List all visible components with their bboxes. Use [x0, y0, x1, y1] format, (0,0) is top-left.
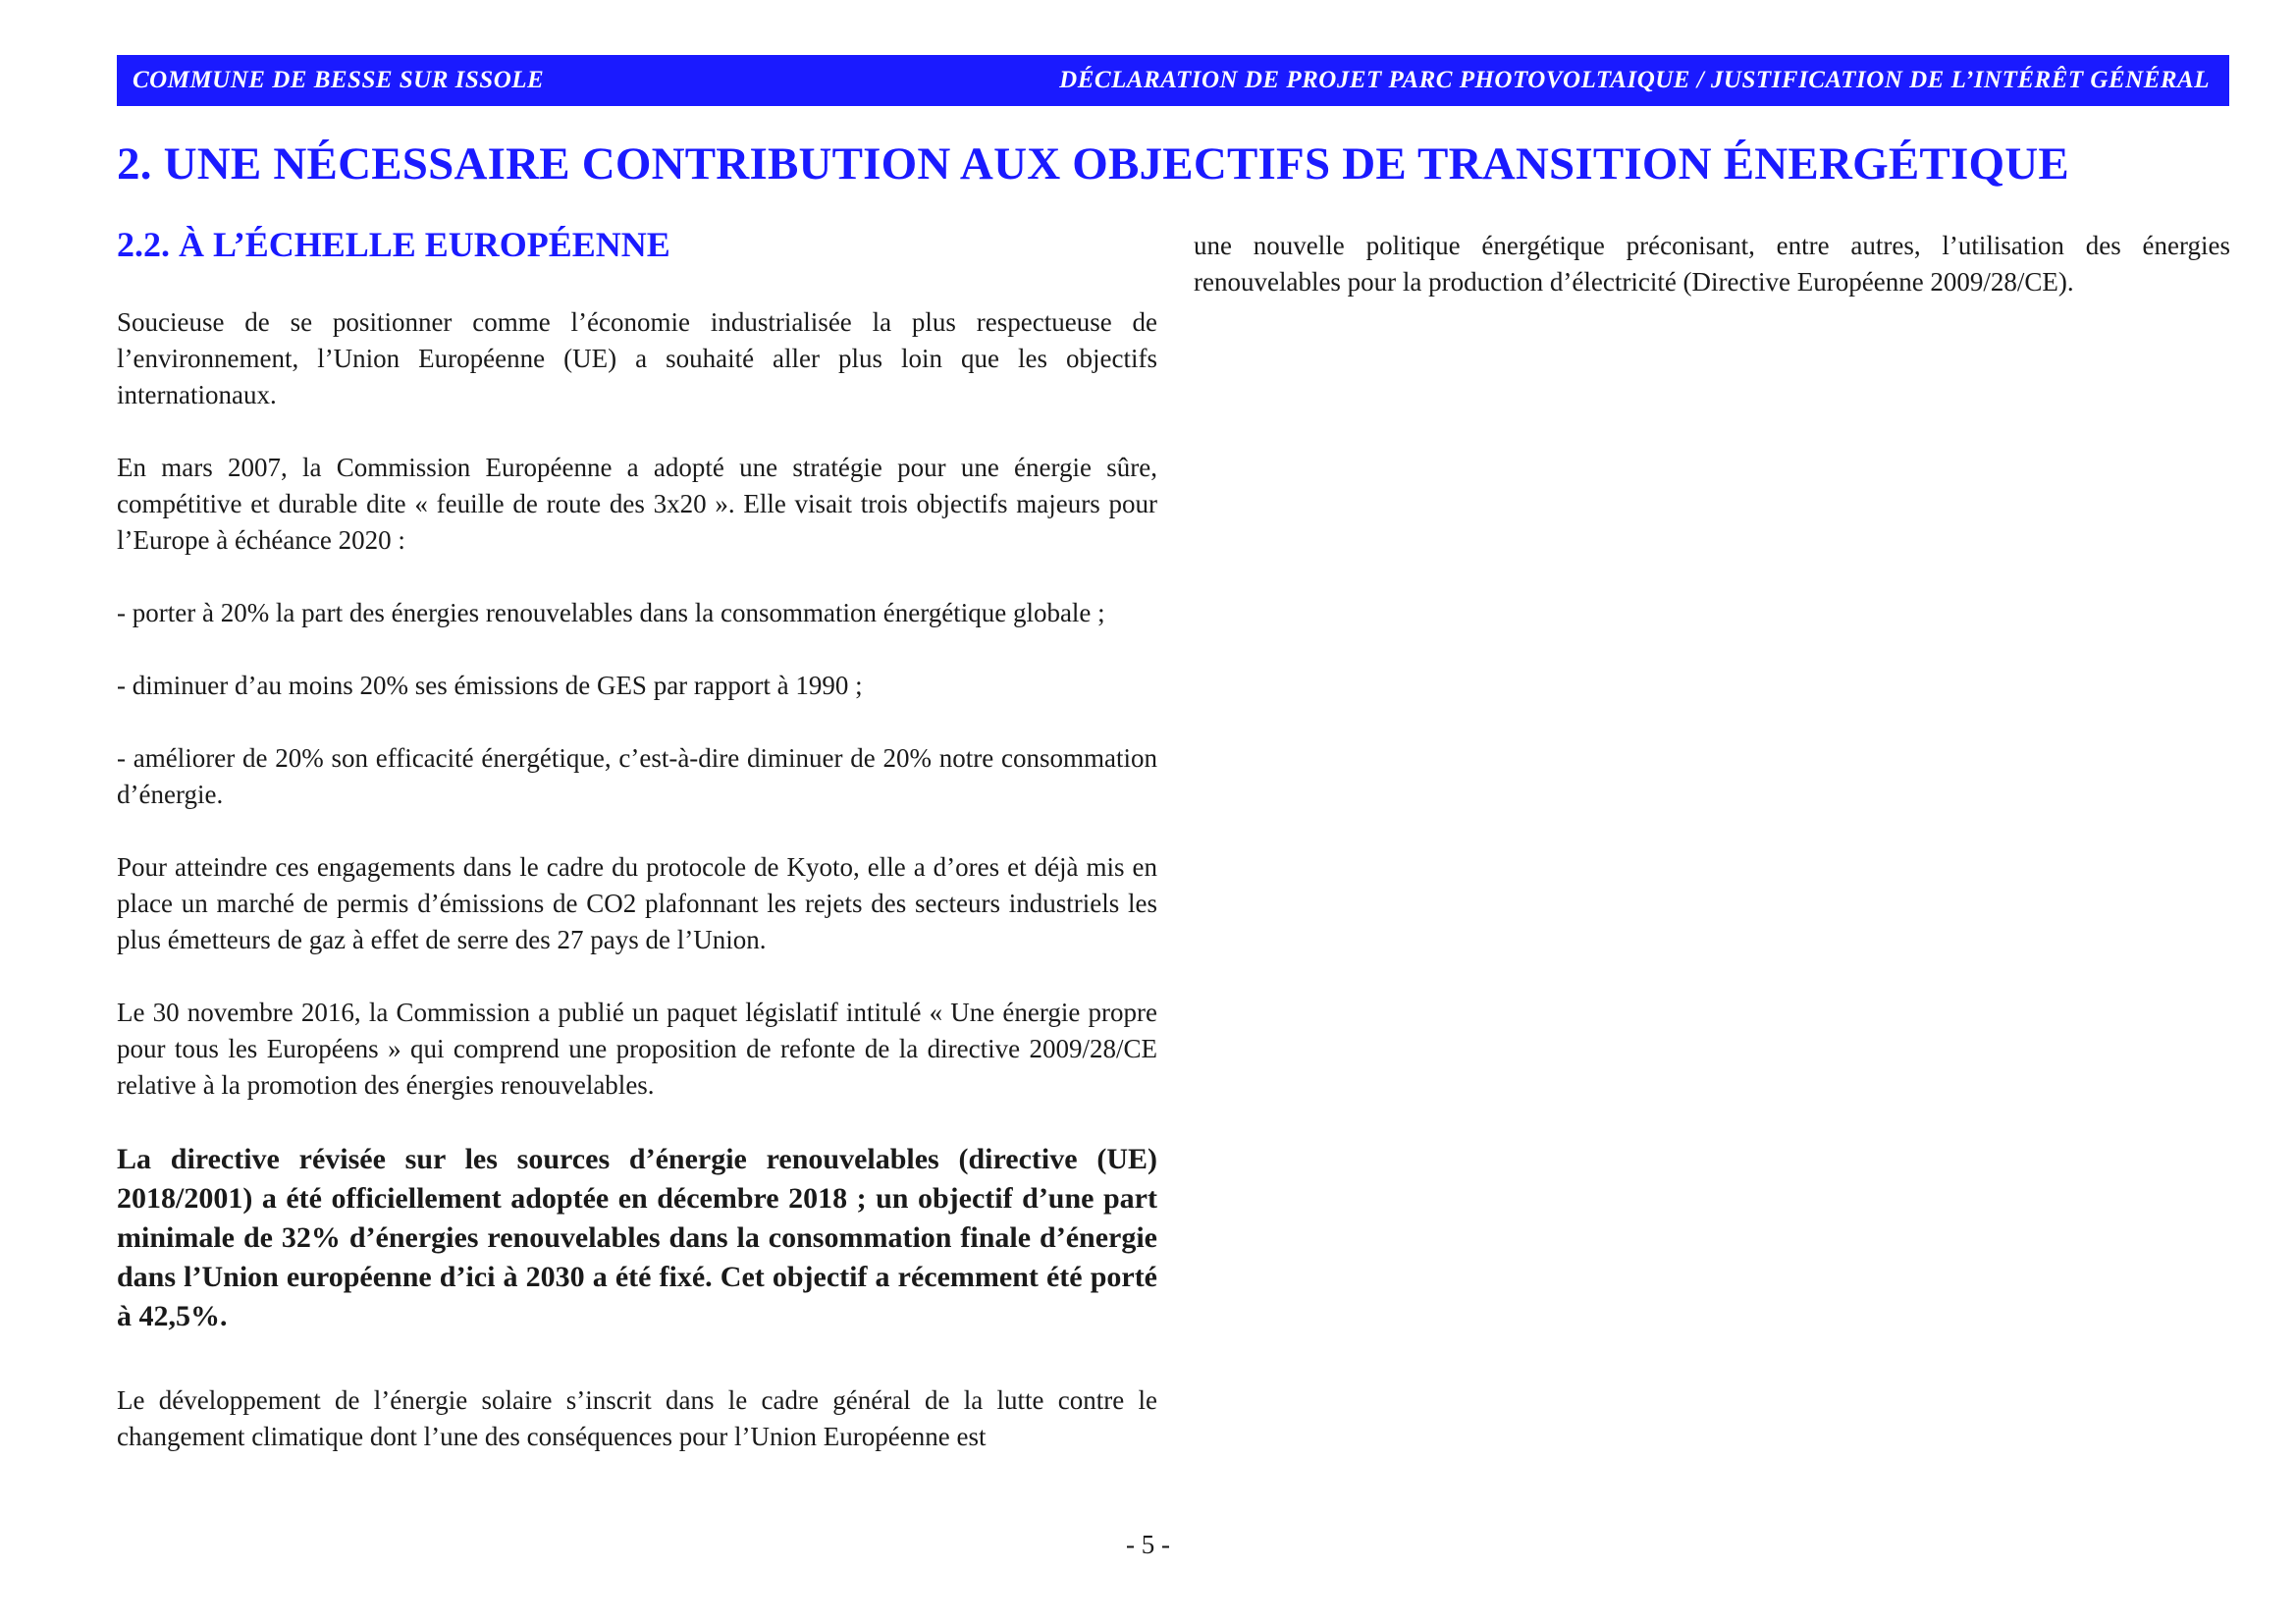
- page-number: - 5 -: [1126, 1530, 1170, 1559]
- paragraph-ue-intro: Soucieuse de se positionner comme l’économie industrialisée la plus respectueuse de l’environnement, l’Union Européenne (UE) a souhaité aller plus loin que les objectifs internationaux.: [117, 307, 1157, 409]
- left-column: [117, 304, 1157, 1455]
- header-document-title: DÉCLARATION DE PROJET PARC PHOTOVOLTAIQUE / JUSTIFICATION DE L’INTÉRÊT GÉNÉRAL: [1059, 67, 2210, 93]
- paragraph-energy-policy: une nouvelle politique énergétique préconisant, entre autres, l’utilisation des énergies renouvelables pour la production d’électricité (Directive Européenne 2009/28/CE).: [1194, 231, 2230, 297]
- bullet-efficiency: - améliorer de 20% son efficacité énergétique, c’est-à-dire diminuer de 20% notre consommation d’énergie.: [117, 743, 1157, 809]
- header-band: [117, 55, 2229, 106]
- bullet-renewables: - porter à 20% la part des énergies renouvelables dans la consommation énergétique globale ;: [117, 598, 1105, 627]
- paragraph-strategy-2007: En mars 2007, la Commission Européenne a adopté une stratégie pour une énergie sûre, compétitive et durable dite « feuille de route des 3x20 ». Elle visait trois objectifs majeurs pour l’Europe à échéance 2020 :: [117, 453, 1157, 555]
- right-column: [1194, 228, 2230, 300]
- paragraph-kyoto: Pour atteindre ces engagements dans le cadre du protocole de Kyoto, elle a d’ores et déjà mis en place un marché de permis d’émissions de CO2 plafonnant les rejets des secteurs industriels les plus émetteurs de gaz à effet de serre des 27 pays de l’Union.: [117, 852, 1157, 954]
- bullet-ges: - diminuer d’au moins 20% ses émissions de GES par rapport à 1990 ;: [117, 671, 863, 700]
- paragraph-clean-energy-package: Le 30 novembre 2016, la Commission a publié un paquet législatif intitulé « Une énergie propre pour tous les Européens » qui comprend une proposition de refonte de la directive 2009/28/CE relative à la promotion des énergies renouvelables.: [117, 998, 1157, 1100]
- section-title: 2. UNE NÉCESSAIRE CONTRIBUTION AUX OBJECTIFS DE TRANSITION ÉNERGÉTIQUE: [117, 138, 2069, 189]
- header-commune: COMMUNE DE BESSE SUR ISSOLE: [133, 67, 545, 93]
- subsection-title: 2.2. À L’ÉCHELLE EUROPÉENNE: [117, 225, 670, 264]
- paragraph-solar-development: Le développement de l’énergie solaire s’inscrit dans le cadre général de la lutte contre le changement climatique dont l’une des conséquences pour l’Union Européenne est: [117, 1385, 1157, 1451]
- paragraph-revised-directive: La directive révisée sur les sources d’énergie renouvelables (directive (UE) 2018/2001) a été officiellement adoptée en décembre 2018 ; un objectif d’une part minimale de 32% d’énergies renouvelables dans la consommation finale d’énergie dans l’Union européenne d’ici à 2030 a été fixé. Cet objectif a récemment été porté à 42,5%.: [117, 1143, 1157, 1332]
